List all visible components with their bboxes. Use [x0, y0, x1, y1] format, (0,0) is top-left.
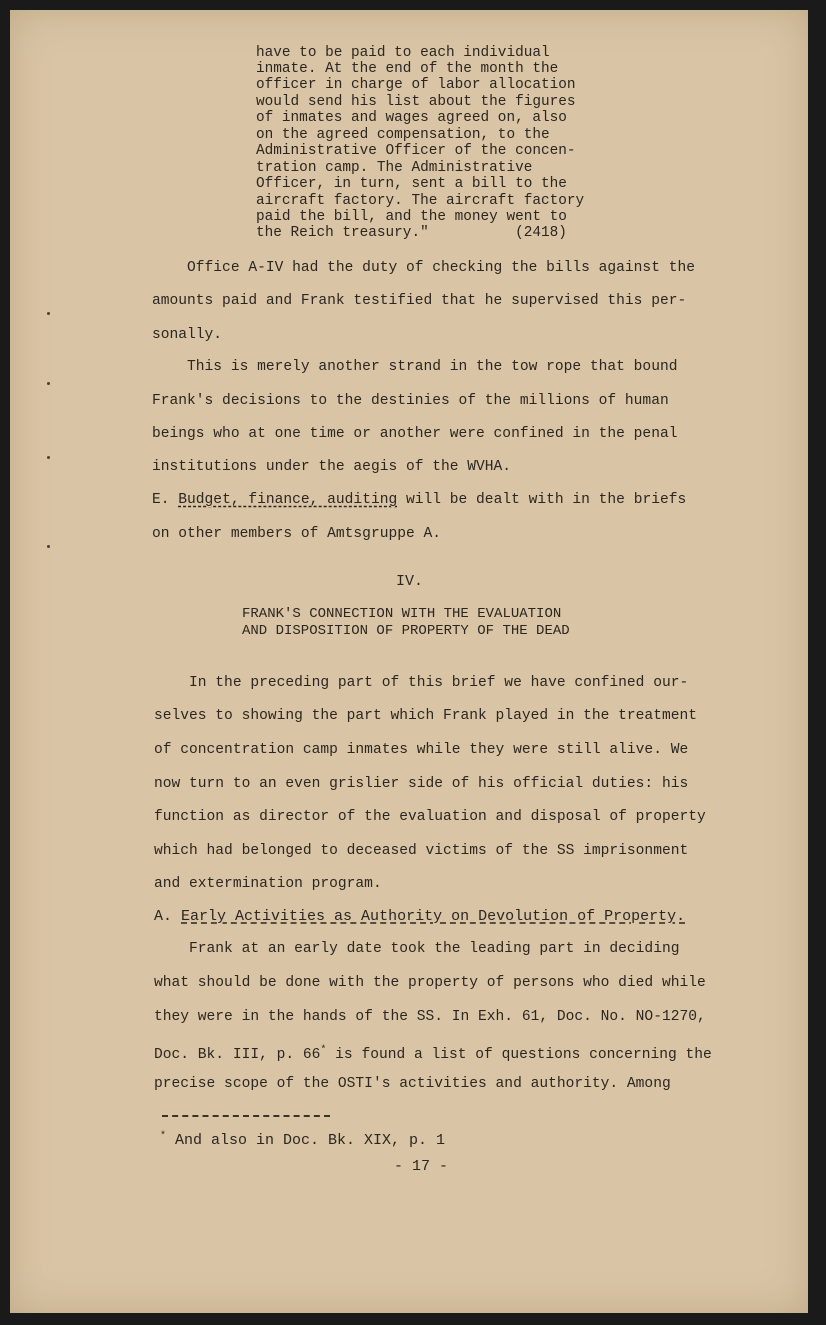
- body-line: now turn to an even grislier side of his official duties: his: [154, 776, 689, 792]
- quote-line: of inmates and wages agreed on, also: [256, 110, 567, 126]
- body-line: institutions under the aegis of the WVHA.: [152, 459, 512, 475]
- doc-reference-rest: is found a list of questions concerning the: [326, 1046, 712, 1063]
- subsection-a-heading: Early Activities as Authority on Devolution of Property.: [181, 908, 686, 925]
- body-line-with-note: [154, 1042, 712, 1064]
- footnote-ref-asterisk: *: [320, 1045, 327, 1056]
- body-line: they were in the hands of the SS. In Exh. 61, Doc. No. NO-1270,: [154, 1009, 706, 1025]
- quote-line: Officer, in turn, sent a bill to the: [256, 176, 567, 192]
- body-line: precise scope of the OSTI's activities and authority. Among: [154, 1076, 671, 1092]
- quote-line: tration camp. The Administrative: [256, 160, 533, 176]
- margin-mark: [47, 456, 50, 459]
- body-line: selves to showing the part which Frank played in the treatment: [154, 708, 697, 724]
- footnote-rule: [162, 1115, 330, 1117]
- section-title-line1: FRANK'S CONNECTION WITH THE EVALUATION: [242, 606, 562, 622]
- body-line: which had belonged to deceased victims of the SS imprisonment: [154, 843, 689, 859]
- body-line: In the preceding part of this brief we have confined our-: [154, 675, 689, 691]
- body-line: Frank at an early date took the leading part in deciding: [154, 941, 680, 957]
- subsection-a: [154, 908, 685, 925]
- footnote-text: And also in Doc. Bk. XIX, p. 1: [166, 1132, 446, 1149]
- quote-line: the Reich treasury." (2418): [256, 225, 567, 241]
- body-line: on other members of Amtsgruppe A.: [152, 526, 442, 542]
- page-number: - 17 -: [394, 1158, 449, 1175]
- footnote: [160, 1128, 445, 1149]
- quote-line: have to be paid to each individual: [256, 45, 550, 61]
- body-line: of concentration camp inmates while they were still alive. We: [154, 742, 689, 758]
- doc-reference: Doc. Bk. III, p. 66: [154, 1046, 321, 1063]
- margin-mark: [47, 545, 50, 548]
- quote-line: paid the bill, and the money went to: [256, 209, 567, 225]
- section-e-heading: Budget, finance, auditing: [178, 492, 398, 508]
- document-page: [10, 10, 808, 1313]
- body-line: Office A-IV had the duty of checking the bills against the: [152, 260, 695, 276]
- body-line: amounts paid and Frank testified that he supervised this per-: [152, 293, 687, 309]
- section-e-label: E.: [152, 492, 170, 508]
- body-line: beings who at one time or another were confined in the penal: [152, 426, 678, 442]
- quote-line: would send his list about the figures: [256, 94, 576, 110]
- body-line: Frank's decisions to the destinies of the millions of human: [152, 393, 669, 409]
- quote-line: officer in charge of labor allocation: [256, 77, 576, 93]
- margin-mark: [47, 312, 50, 315]
- section-number: IV.: [396, 573, 424, 590]
- section-e-rest: will be dealt with in the briefs: [397, 492, 687, 508]
- subsection-a-label: A.: [154, 908, 173, 925]
- quote-line: Administrative Officer of the concen-: [256, 143, 576, 159]
- body-line: This is merely another strand in the tow rope that bound: [152, 359, 678, 375]
- quote-line: on the agreed compensation, to the: [256, 127, 550, 143]
- body-line: function as director of the evaluation and disposal of property: [154, 809, 706, 825]
- body-line: sonally.: [152, 327, 223, 343]
- quote-line: aircraft factory. The aircraft factory: [256, 193, 585, 209]
- quote-line: inmate. At the end of the month the: [256, 61, 559, 77]
- footnote-marker: *: [160, 1131, 167, 1142]
- body-line: and extermination program.: [154, 876, 382, 892]
- section-title-line2: AND DISPOSITION OF PROPERTY OF THE DEAD: [242, 623, 570, 639]
- body-line: what should be done with the property of persons who died while: [154, 975, 706, 991]
- section-e-line: [152, 492, 686, 509]
- margin-mark: [47, 382, 50, 385]
